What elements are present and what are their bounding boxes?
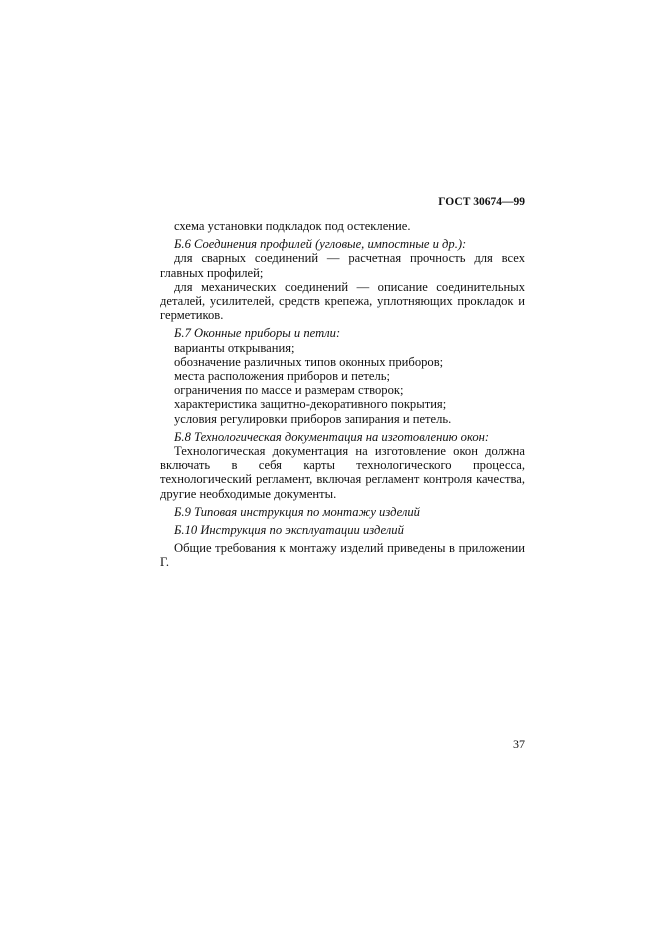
paragraph-glazing-pads: схема установки подкладок под остекление. — [174, 219, 411, 233]
section-b7-heading: Б.7 Оконные приборы и петли: — [174, 326, 341, 341]
paragraph-mechanical-joints: для механических соединений — описание соединительных деталей, усилителей, средств крепежа, уплотняющих прокладок и герметиков. — [160, 279, 525, 323]
paragraph-installation-requirements: Общие требования к монтажу изделий приведены в приложении Г. — [160, 541, 525, 570]
list-item: характеристика защитно-декоративного покрытия; — [174, 397, 447, 412]
list-item: ограничения по массе и размерам створок; — [174, 383, 404, 398]
section-b9-heading: Б.9 Типовая инструкция по монтажу изделий — [174, 504, 420, 519]
section-b10-heading: Б.10 Инструкция по эксплуатации изделий — [174, 523, 404, 538]
paragraph-welded-joints: для сварных соединений — расчетная прочность для всех главных профилей; — [160, 251, 525, 280]
page-number: 37 — [513, 737, 525, 751]
paragraph-technological-docs: Технологическая документация на изготовление окон должна включать в себя карты технологического процесса, технологический регламент, включая регламент контроля качества, другие необходимые документы. — [160, 444, 525, 501]
list-item: обозначение различных типов оконных приборов; — [174, 354, 444, 369]
page-body — [160, 219, 525, 570]
list-item: места расположения приборов и петель; — [174, 369, 391, 384]
section-b8-heading: Б.8 Технологическая документация на изготовлению окон: — [174, 429, 490, 444]
document-code-header: ГОСТ 30674—99 — [438, 196, 525, 208]
list-item: варианты открывания; — [174, 340, 295, 355]
list-item: условия регулировки приборов запирания и петель. — [174, 411, 452, 426]
section-b6-heading: Б.6 Соединения профилей (угловые, импостные и др.): — [174, 237, 467, 252]
